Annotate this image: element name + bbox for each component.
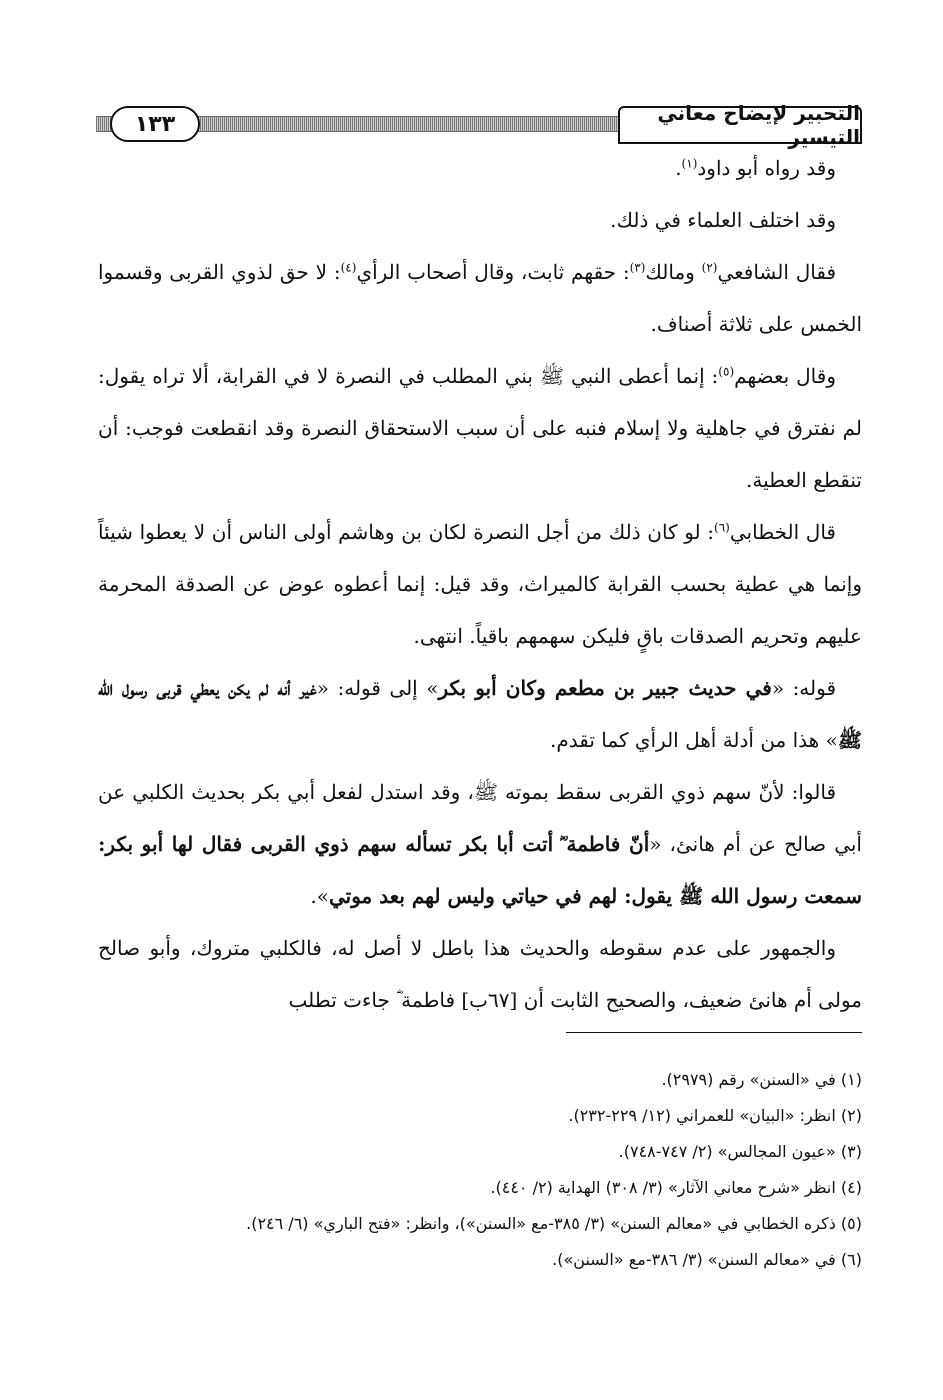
paragraph-text: : إنما أعطى النبي ﷺ بني المطلب في النصرة لا في القرابة، ألا تراه يقول: لم نفترق في جاهلية ولا إسلام فنبه على أن سبب الاستحقاق النصرة وقد انقطعت فوجب: أن تنقطع العطية. [98, 364, 862, 492]
paragraph-text: وقد رواه أبو داود [697, 156, 836, 180]
paragraph-text: . [675, 156, 682, 180]
paragraph-text: وقال بعضهم [734, 364, 836, 388]
paragraph-7 [98, 766, 862, 922]
paragraph-text: » هذا من أدلة أهل الرأي كما تقدم. [550, 728, 838, 752]
paragraph-4 [98, 350, 862, 506]
main-text [98, 142, 862, 1026]
paragraph-text: ومالك [645, 260, 702, 284]
paragraph-text: : لا حق لذوي القربى وقسموا الخمس على ثلاثة أصناف. [98, 260, 862, 336]
paragraph-text: ». [310, 884, 329, 908]
paragraph-text: قالوا: لأنّ سهم ذوي القربى سقط بموته ﷺ، وقد استدل لفعل أبي بكر بحديث الكلبي عن أبي صالح عن أم هانئ، « [98, 780, 862, 856]
quoted-text-bold: غير أنه لم يكن يعطي قربى رسول الله ﷺ [98, 676, 862, 752]
footnote-6: (٦) في «معالم السنن» (٣/ ٣٨٦-مع «السنن»). [552, 1250, 862, 1269]
footnote-separator [566, 1032, 862, 1033]
footnote-ref: (١) [681, 156, 698, 171]
paragraph-5 [98, 506, 862, 662]
paragraph-text: فقال الشافعي [717, 260, 837, 284]
footnote-ref: (٣) [629, 260, 646, 275]
book-title: التحبير لإيضاح معاني التيسير [618, 106, 862, 144]
paragraph-text: قوله: « [771, 676, 837, 700]
paragraph-text: » إلى قوله: « [316, 676, 439, 700]
footnote-3: (٣) «عيون المجالس» (٢/ ٧٤٧-٧٤٨). [618, 1142, 862, 1161]
quoted-text-bold: في حديث جبير بن مطعم وكان أبو بكر [438, 676, 772, 700]
paragraph-text: قال الخطابي [729, 520, 836, 544]
paragraph-text: : لو كان ذلك من أجل النصرة لكان بن وهاشم أولى الناس أن لا يعطوا شيئاً وإنما هي عطية بحسب القرابة كالميراث، وقد قيل: إنما أعطوه عوض عن الصدقة المحرمة عليهم وتحريم الصدقات باقٍ فليكن سهمهم باقياً. انتهى. [98, 520, 862, 648]
paragraph-6 [98, 662, 862, 766]
page-number: ١٣٣ [110, 106, 200, 142]
footnote-1: (١) في «السنن» رقم (٢٩٧٩). [661, 1070, 862, 1089]
footnote-ref: (٤) [340, 260, 357, 275]
quoted-text-bold: أنّ فاطمة ؓ أتت أبا بكر تسأله سهم ذوي القربى فقال لها أبو بكر: سمعت رسول الله ﷺ يقول: لهم في حياتي وليس لهم بعد موتي [98, 832, 862, 908]
footnote-4: (٤) انظر «شرح معاني الآثار» (٣/ ٣٠٨) الهداية (٢/ ٤٤٠). [490, 1178, 862, 1197]
paragraph-1 [98, 142, 862, 194]
footnote-2: (٢) انظر: «البيان» للعمراني (١٢/ ٢٢٩-٢٣٢). [568, 1106, 862, 1125]
footnote-5: (٥) ذكره الخطابي في «معالم السنن» (٣/ ٣٨٥-مع «السنن»)، وانظر: «فتح الباري» (٦/ ٢٤٦). [246, 1214, 862, 1233]
paragraph-text: : حقهم ثابت، وقال أصحاب الرأي [356, 260, 630, 284]
paragraph-2: وقد اختلف العلماء في ذلك. [610, 208, 836, 232]
footnote-ref: (٢) [701, 260, 718, 275]
footnote-ref: (٥) [718, 364, 735, 379]
footnote-ref: (٦) [714, 520, 730, 535]
paragraph-3 [98, 246, 862, 350]
paragraph-8: والجمهور على عدم سقوطه والحديث هذا باطل لا أصل له، فالكلبي متروك، وأبو صالح مولى أم هانئ ضعيف، والصحيح الثابت أن [٦٧ب] فاطمة ؓ جاءت تطلب [98, 936, 862, 1012]
running-header [96, 101, 862, 149]
footnotes [98, 1062, 862, 1278]
